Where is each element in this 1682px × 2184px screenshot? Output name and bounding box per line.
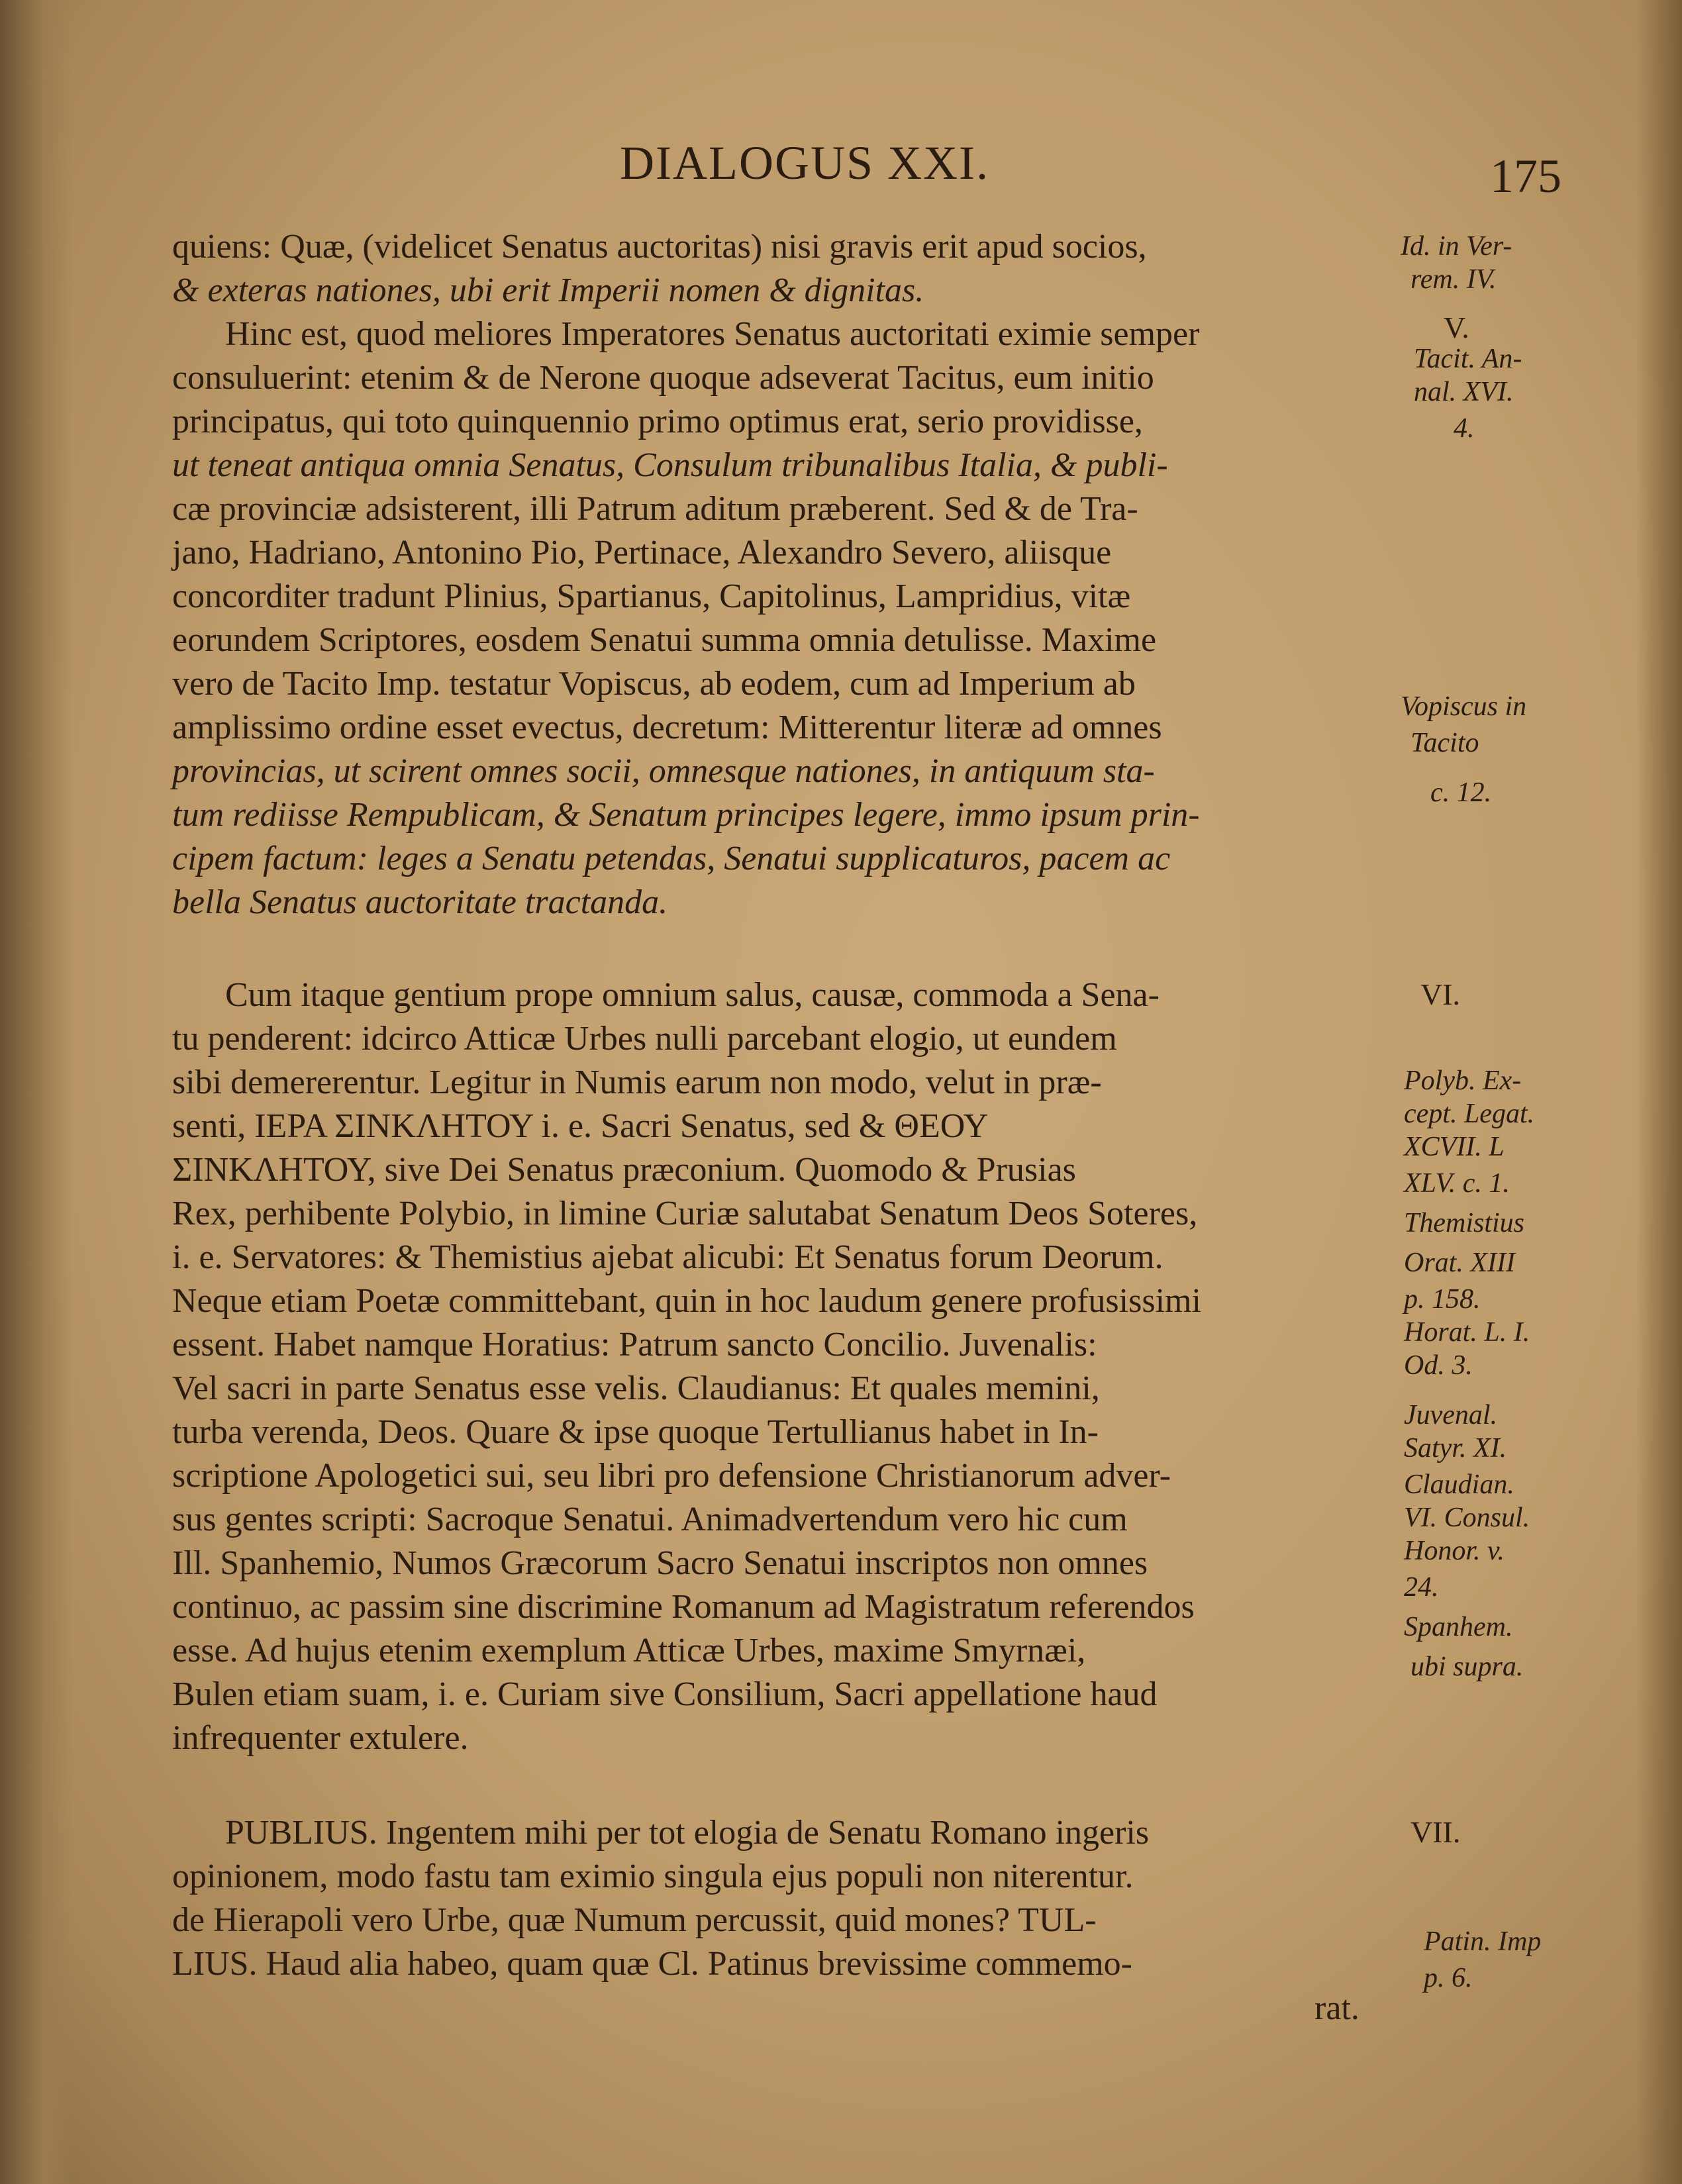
text-line: essent. Habet namque Horatius: Patrum sancto Concilio. Juvenalis: [172, 1326, 1097, 1364]
margin-note: Id. in Ver- [1401, 231, 1512, 262]
section-number: VI. [1420, 977, 1461, 1011]
margin-note: c. 12. [1430, 777, 1492, 808]
margin-note: Tacito [1410, 728, 1479, 758]
text-line: tu penderent: idcirco Atticæ Urbes nulli parcebant elogio, ut eundem [172, 1020, 1117, 1058]
margin-note: Vopiscus in [1401, 691, 1527, 722]
text-line: sibi demererentur. Legitur in Numis earum non modo, velut in præ- [172, 1064, 1102, 1101]
text-line: infrequenter extulere. [172, 1719, 469, 1757]
text-line: jano, Hadriano, Antonino Pio, Pertinace, Alexandro Severo, aliisque [172, 534, 1112, 571]
text-line: amplissimo ordine esset evectus, decretum: Mitterentur literæ ad omnes [172, 709, 1162, 746]
text-line: esse. Ad hujus etenim exemplum Atticæ Urbes, maxime Smyrnæi, [172, 1632, 1086, 1669]
text-line: PUBLIUS. Ingentem mihi per tot elogia de Senatu Romano ingeris [225, 1814, 1150, 1852]
text-line: vero de Tacito Imp. testatur Vopiscus, ab eodem, cum ad Imperium ab [172, 665, 1136, 703]
text-line: senti, ΙΕΡΑ ΣΙΝΚΛΗΤΟΥ i. e. Sacri Senatus, sed & ΘΕΟΥ [172, 1107, 989, 1145]
text-line: quiens: Quæ, (videlicet Senatus auctoritas) nisi gravis erit apud socios, [172, 228, 1147, 266]
text-line: opinionem, modo fastu tam eximio singula ejus populi non niterentur. [172, 1858, 1134, 1895]
margin-note: Satyr. XI. [1404, 1433, 1507, 1464]
text-line: concorditer tradunt Plinius, Spartianus, Capitolinus, Lampridius, vitæ [172, 577, 1131, 615]
text-line: eorundem Scriptores, eosdem Senatui summa omnia detulisse. Maxime [172, 621, 1157, 659]
text-line: provincias, ut scirent omnes socii, omnesque nationes, in antiquum sta- [172, 752, 1155, 790]
margin-note: nal. XVI. [1414, 377, 1514, 407]
margin-note: Themistius [1404, 1208, 1525, 1238]
text-line: ut teneat antiqua omnia Senatus, Consulum tribunalibus Italia, & publi- [172, 446, 1168, 484]
margin-note: rem. IV. [1410, 264, 1497, 295]
margin-note: Polyb. Ex- [1404, 1066, 1522, 1096]
text-line: bella Senatus auctoritate tractanda. [172, 883, 668, 921]
margin-note: Claudian. [1404, 1469, 1514, 1500]
page-number: 175 [1490, 150, 1561, 203]
text-line: Vel sacri in parte Senatus esse velis. Claudianus: Et quales memini, [172, 1369, 1100, 1407]
margin-note: 24. [1404, 1572, 1439, 1603]
text-line: tum rediisse Rempublicam, & Senatum principes legere, immo ipsum prin- [172, 796, 1200, 834]
margin-note: Honor. v. [1404, 1536, 1505, 1566]
text-line: Rex, perhibente Polybio, in limine Curiæ salutabat Senatum Deos Soteres, [172, 1195, 1198, 1232]
margin-note: cept. Legat. [1404, 1099, 1535, 1129]
margin-note: Orat. XIII [1404, 1248, 1515, 1278]
margin-note: VI. Consul. [1404, 1503, 1530, 1533]
margin-note: Horat. L. I. [1404, 1317, 1530, 1348]
section-number: V. [1444, 311, 1469, 344]
text-line: Cum itaque gentium prope omnium salus, causæ, commoda a Sena- [225, 976, 1160, 1014]
text-line: Hinc est, quod meliores Imperatores Senatus auctoritati eximie semper [225, 315, 1200, 353]
page-edge-shadow [1636, 0, 1682, 2184]
text-line: Neque etiam Poetæ committebant, quin in hoc laudum genere profusissimi [172, 1282, 1201, 1320]
text-line: consuluerint: etenim & de Nerone quoque adseverat Tacitus, eum initio [172, 359, 1154, 397]
text-line: scriptione Apologetici sui, seu libri pro defensione Christianorum adver- [172, 1457, 1171, 1495]
text-line: de Hierapoli vero Urbe, quæ Numum percussit, quid mones? TUL- [172, 1901, 1097, 1939]
text-line: Ill. Spanhemio, Numos Græcorum Sacro Senatui inscriptos non omnes [172, 1544, 1148, 1582]
margin-note: ubi supra. [1410, 1652, 1524, 1682]
text-line: Bulen etiam suam, i. e. Curiam sive Consilium, Sacri appellatione haud [172, 1675, 1158, 1713]
margin-note: p. 158. [1404, 1284, 1481, 1315]
text-line: ΣΙΝΚΛΗΤΟΥ, sive Dei Senatus præconium. Quomodo & Prusias [172, 1151, 1076, 1189]
text-line: i. e. Servatores: & Themistius ajebat alicubi: Et Senatus forum Deorum. [172, 1238, 1163, 1276]
text-line: principatus, qui toto quinquennio primo optimus erat, serio providisse, [172, 403, 1143, 440]
margin-note: Od. 3. [1404, 1350, 1473, 1381]
text-line: continuo, ac passim sine discrimine Romanum ad Magistratum referendos [172, 1588, 1195, 1626]
running-header: DIALOGUS XXI. [620, 136, 989, 189]
text-line: & exteras nationes, ubi erit Imperii nomen & dignitas. [172, 272, 924, 309]
margin-note: Tacit. An- [1414, 344, 1522, 374]
text-line: turba verenda, Deos. Quare & ipse quoque Tertullianus habet in In- [172, 1413, 1099, 1451]
section-number: VII. [1410, 1815, 1461, 1849]
text-line: cipem factum: leges a Senatu petendas, Senatui supplicaturos, pacem ac [172, 840, 1171, 877]
margin-note: Patin. Imp [1424, 1926, 1542, 1957]
text-line: LIUS. Haud alia habeo, quam quæ Cl. Patinus brevissime commemo- [172, 1945, 1132, 1983]
gutter-shadow [0, 0, 73, 2184]
margin-note: p. 6. [1424, 1963, 1473, 1993]
margin-note: Spanhem. [1404, 1612, 1513, 1642]
margin-note: 4. [1454, 413, 1475, 444]
margin-note: XLV. c. 1. [1404, 1168, 1510, 1199]
text-line: rat. [1314, 1989, 1360, 2027]
text-line: cæ provinciæ adsisterent, illi Patrum aditum præberent. Sed & de Tra- [172, 490, 1138, 528]
margin-note: Juvenal. [1404, 1400, 1498, 1430]
margin-note: XCVII. L [1404, 1132, 1505, 1162]
text-line: sus gentes scripti: Sacroque Senatui. Animadvertendum vero hic cum [172, 1501, 1128, 1538]
